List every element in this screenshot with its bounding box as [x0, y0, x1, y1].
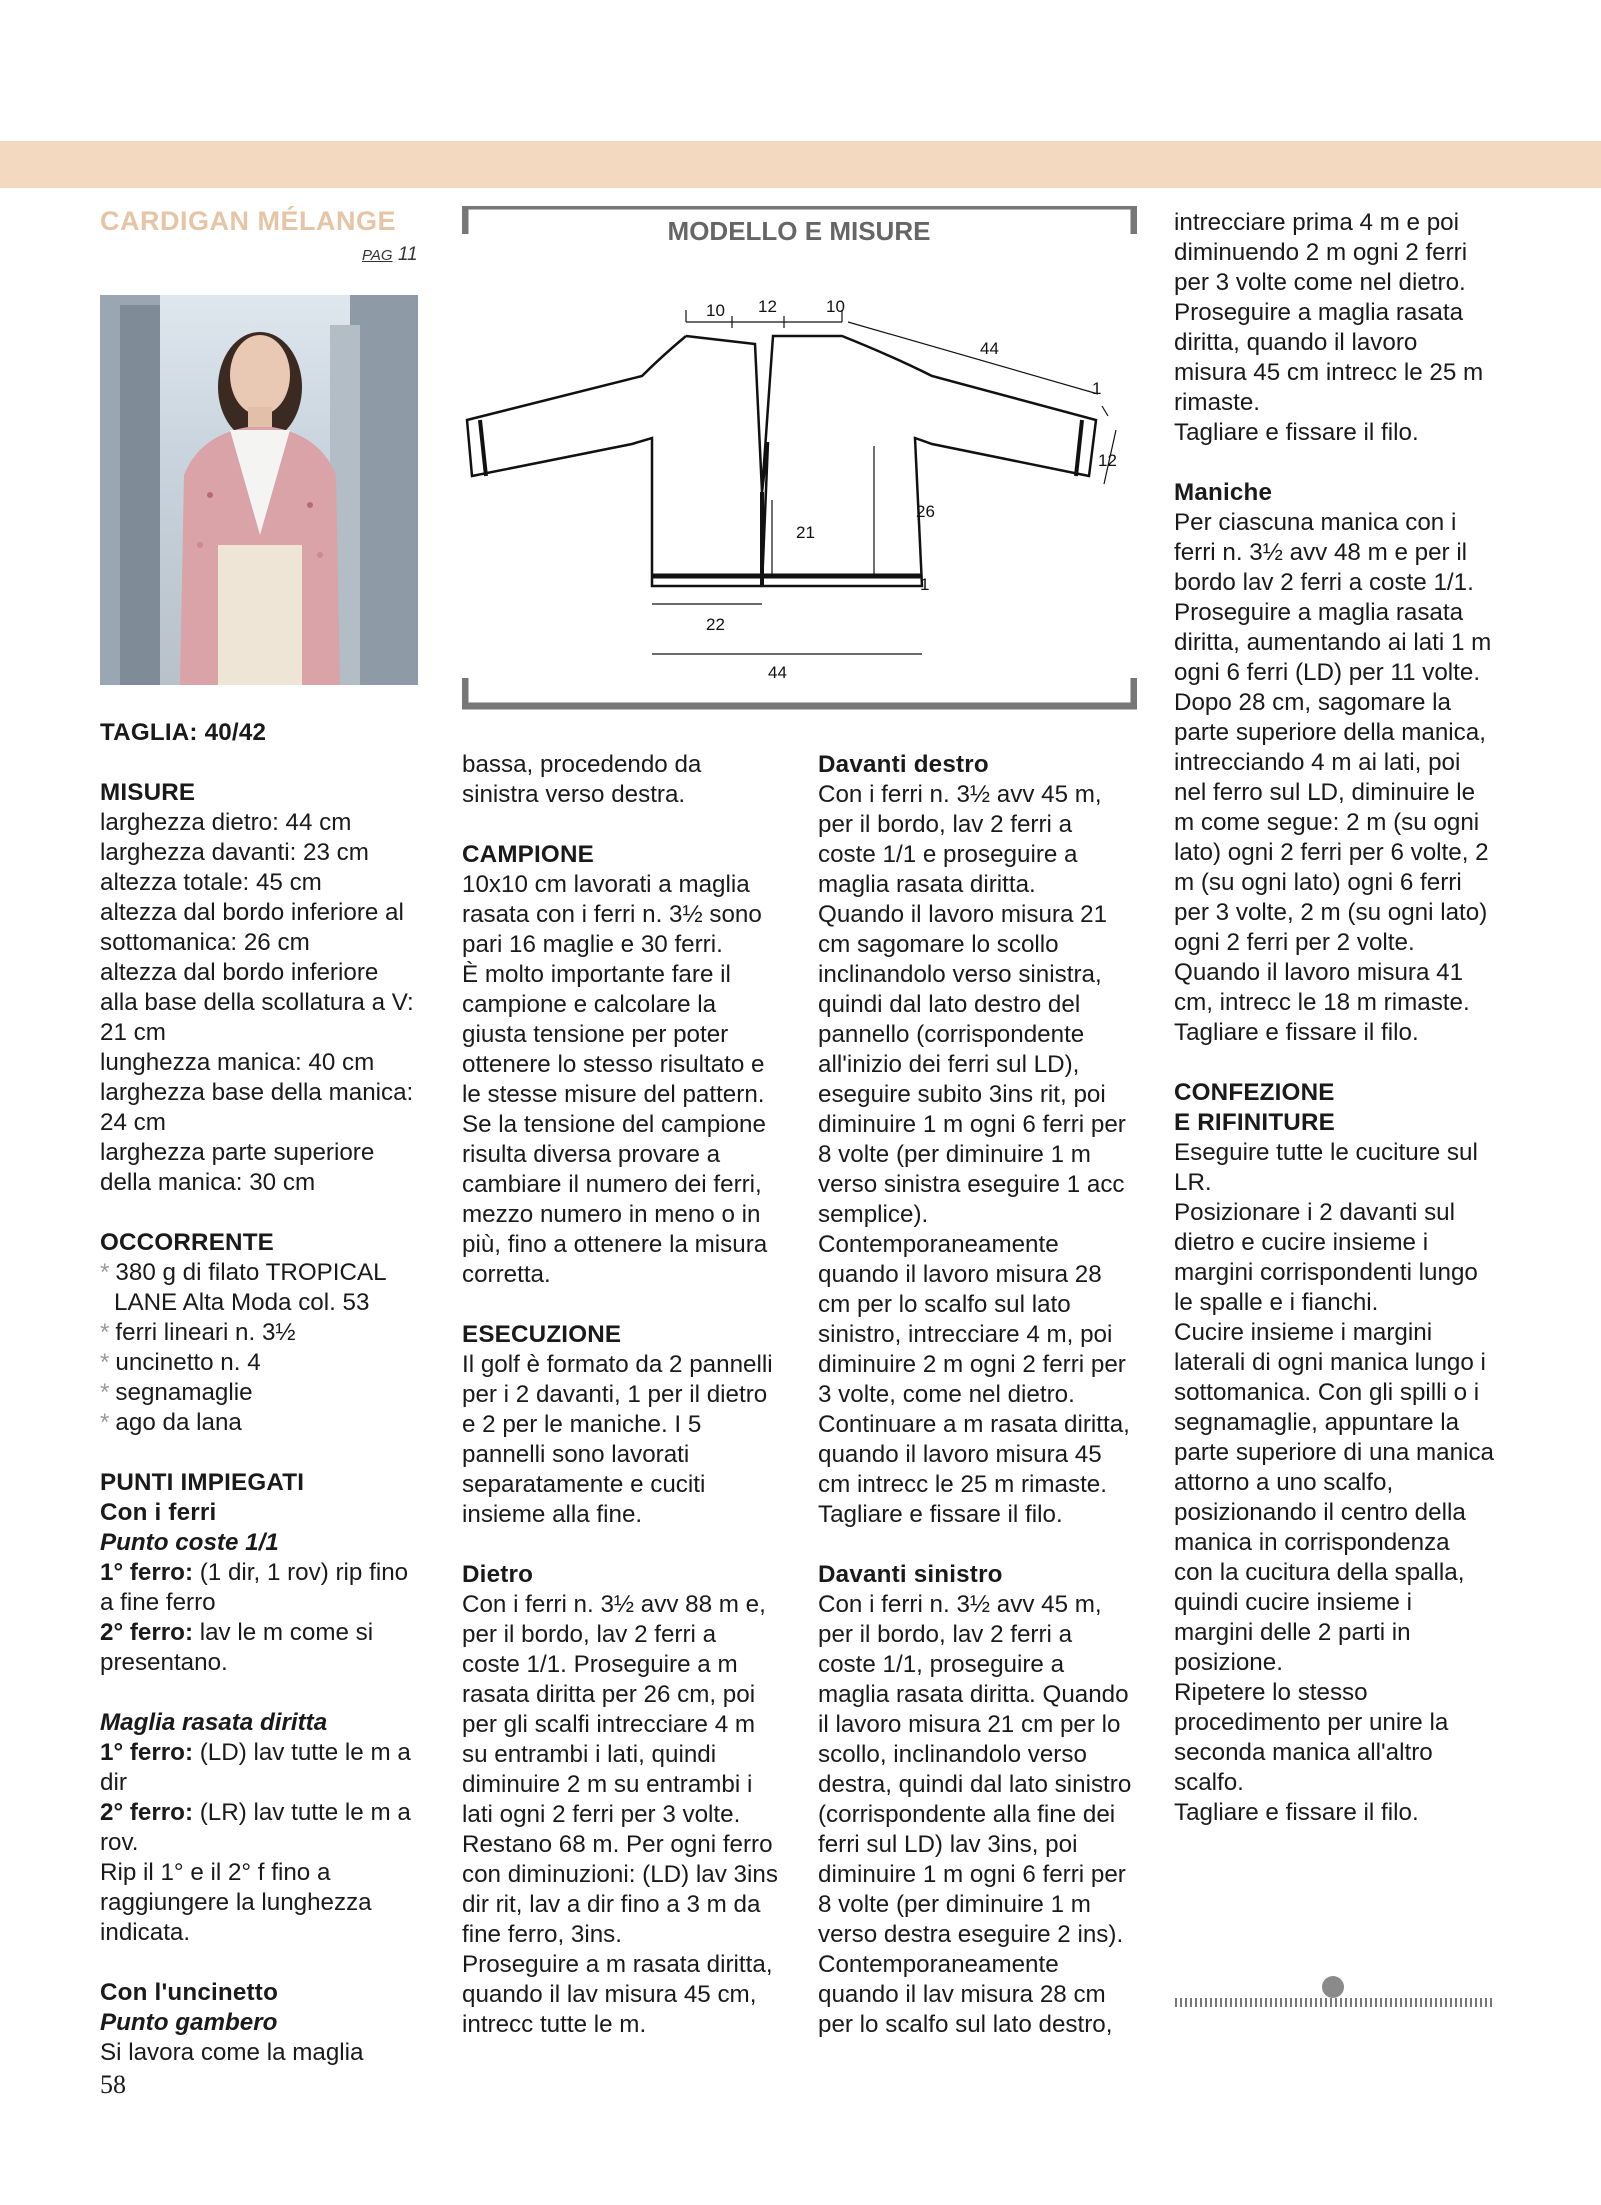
column-1 — [100, 718, 422, 2068]
finishing-heading-2: E RIFINITURE — [1174, 1109, 1335, 1136]
measure-line: larghezza parte superiore — [100, 1139, 375, 1166]
label-back-width: 44 — [768, 663, 787, 682]
label-front-width: 22 — [706, 615, 725, 634]
size-heading: TAGLIA: 40/42 — [100, 719, 267, 746]
label-underarm-height: 26 — [916, 502, 935, 521]
page-reference: PAG 11 — [362, 244, 418, 265]
finishing-text-3: Cucire insieme i margini laterali di ogni manica lungo i sottomanica. Con gli spilli o i segnamaglie, appuntare la parte superiore di una manica attorno a uno scalfo, posizionando il centro della manica in corrispondenza con la cucitura della spalla, quindi cucire insieme i margini delle 2 parti in posizione. — [1174, 1319, 1495, 1676]
column-2 — [462, 750, 780, 2040]
back-heading: Dietro — [462, 1561, 534, 1588]
crochet-subheading: Con l'uncinetto — [100, 1979, 279, 2006]
measure-line: altezza totale: 45 cm — [100, 869, 322, 896]
label-sleeve-length: 44 — [980, 339, 999, 358]
page-number: 58 — [100, 2070, 126, 2099]
right-front-text-4: Tagliare e fissare il filo. — [818, 1501, 1063, 1528]
crab-stitch-heading: Punto gambero — [100, 2009, 278, 2036]
left-front-finish: Tagliare e fissare il filo. — [1174, 419, 1419, 446]
measure-line: alla base della scollatura a V: — [100, 989, 414, 1016]
diagram-title: MODELLO E MISURE — [667, 216, 931, 246]
execution-text: Il golf è formato da 2 pannelli per i 2 davanti, 1 per il dietro e 2 per le maniche. I 5 pannelli sono lavorati separatamente e cuciti insieme alla fine. — [462, 1351, 773, 1528]
diagram-labels — [706, 297, 1117, 682]
label-cuff-width: 12 — [1098, 451, 1117, 470]
materials-item: * ago da lana — [100, 1409, 242, 1436]
gauge-heading: CAMPIONE — [462, 841, 594, 868]
materials-heading: OCCORRENTE — [100, 1229, 275, 1256]
finishing-text-5: Tagliare e fissare il filo. — [1174, 1799, 1419, 1826]
crab-stitch-text: Si lavora come la maglia — [100, 2039, 364, 2066]
rib-stitch-heading: Punto coste 1/1 — [100, 1529, 279, 1556]
dimension-lines — [652, 310, 1116, 654]
pattern-title: CARDIGAN MÉLANGE — [100, 206, 396, 236]
column-4 — [1174, 208, 1494, 1828]
stockinette-repeat: Rip il 1° e il 2° f fino a raggiungere la lunghezza indicata. — [100, 1859, 372, 1946]
gauge-text: 10x10 cm lavorati a maglia rasata con i ferri n. 3½ sono pari 16 maglie e 30 ferri. — [462, 871, 762, 958]
measure-line: lunghezza manica: 40 cm — [100, 1049, 375, 1076]
rib-row-2: 2° ferro: lav le m come si presentano. — [100, 1619, 374, 1676]
model-photo — [100, 295, 418, 685]
needles-subheading: Con i ferri — [100, 1499, 217, 1526]
measure-line: larghezza davanti: 23 cm — [100, 839, 369, 866]
gauge-text-3: Se la tensione del campione risulta diversa provare a cambiare il numero dei ferri, mezzo numero in meno o in più, fino a ottenere la misura corretta. — [462, 1111, 768, 1288]
left-front-text: Con i ferri n. 3½ avv 45 m, per il bordo, lav 2 ferri a coste 1/1, proseguire a maglia rasata diritta. Quando il lavoro misura 21 cm per lo scollo, inclinandolo verso destra, quindi dal lato sinistro (corrispondente alla fine dei ferri sul LD) lav 3ins, poi diminuire 1 m ogni 6 ferri per 8 volte (per diminuire 1 m verso destra eseguire 2 ins). Contemporaneamente quando il lav misura 28 cm per lo scalfo sul lato destro, — [818, 1591, 1132, 2038]
ruler-marker — [1322, 1976, 1344, 1998]
measurement-diagram — [462, 206, 1137, 711]
crab-stitch-continued: bassa, procedendo da sinistra verso destra. — [462, 751, 702, 808]
measure-line: 24 cm — [100, 1109, 166, 1136]
sleeves-heading: Maniche — [1174, 479, 1273, 506]
cardigan-outline — [467, 336, 1096, 586]
finishing-text: Eseguire tutte le cuciture sul LR. — [1174, 1139, 1478, 1196]
measure-line: altezza dal bordo inferiore — [100, 959, 379, 986]
label-neck-right: 10 — [826, 297, 845, 316]
left-front-continued: intrecciare prima 4 m e poi diminuendo 2 m ogni 2 ferri per 3 volte come nel dietro. Proseguire a maglia rasata diritta, quando il lavoro misura 45 cm intrecc le 25 m rimaste. — [1174, 209, 1484, 416]
gauge-text-2: È molto importante fare il campione e calcolare la giusta tensione per poter ottenere lo stesso risultato e le stesse misure del pattern. — [462, 961, 765, 1108]
header-band — [0, 141, 1601, 188]
rib-row-1: 1° ferro: (1 dir, 1 rov) rip fino a fine ferro — [100, 1559, 409, 1616]
back-text: Con i ferri n. 3½ avv 88 m e, per il bordo, lav 2 ferri a coste 1/1. Proseguire a m rasata diritta per 26 cm, poi per gli scalfi intrecciare 4 m su entrambi i lati, quindi diminuire 2 m su entrambi i lati ogni 2 ferri per 3 volte. Restano 68 m. Per ogni ferro con diminuzioni: (LD) lav 3ins dir rit, lav a dir fino a 3 m da fine ferro, 3ins. — [462, 1591, 778, 1948]
sleeves-text: Per ciascuna manica con i ferri n. 3½ avv 48 m e per il bordo lav 2 ferri a coste 1/1. Proseguire a maglia rasata diritta, aumentando ai lati 1 m ogni 6 ferri (LD) per 11 volte. Dopo 28 cm, sagomare la parte superiore della manica, intrecciando 4 m ai lati, poi nel ferro sul LD, diminuire le m come segue: 2 m (su ogni lato) ogni 2 ferri per 6 volte, 2 m (su ogni lato) ogni 6 ferri per 3 volte, 2 m (su ogni lato) ogni 2 ferri per 2 volte. — [1174, 509, 1492, 956]
label-hem-band: 1 — [920, 575, 930, 594]
materials-item: * uncinetto n. 4 — [100, 1349, 261, 1376]
stockinette-heading: Maglia rasata diritta — [100, 1709, 328, 1736]
materials-item: * 380 g di filato TROPICAL LANE Alta Moda col. 53 — [100, 1259, 386, 1316]
measures-heading: MISURE — [100, 779, 196, 806]
column-3 — [818, 750, 1136, 2040]
right-front-heading: Davanti destro — [818, 751, 989, 778]
label-v-neck-height: 21 — [796, 523, 815, 542]
back-text-2: Proseguire a m rasata diritta, quando il lav misura 45 cm, intrecc tutte le m. — [462, 1951, 773, 2038]
label-neck-center: 12 — [758, 297, 777, 316]
materials-item: * segnamaglie — [100, 1379, 253, 1406]
measure-line: larghezza base della manica: — [100, 1079, 414, 1106]
finishing-text-2: Posizionare i 2 davanti sul dietro e cucire insieme i margini corrispondenti lungo le spalle e i fianchi. — [1174, 1199, 1478, 1316]
model-photo-illustration — [100, 295, 418, 685]
finishing-text-4: Ripetere lo stesso procedimento per unire la seconda manica all'altro scalfo. — [1174, 1679, 1449, 1796]
diagram-frame — [465, 206, 1134, 706]
measure-line: della manica: 30 cm — [100, 1169, 316, 1196]
materials-item: * ferri lineari n. 3½ — [100, 1319, 296, 1346]
left-front-heading: Davanti sinistro — [818, 1561, 1003, 1588]
measure-line: larghezza dietro: 44 cm — [100, 809, 352, 836]
measure-line: altezza dal bordo inferiore al — [100, 899, 404, 926]
measure-line: 21 cm — [100, 1019, 166, 1046]
execution-heading: ESECUZIONE — [462, 1321, 622, 1348]
sleeves-text-2: Quando il lavoro misura 41 cm, intrecc le 18 m rimaste. — [1174, 959, 1470, 1016]
measure-line: sottomanica: 26 cm — [100, 929, 310, 956]
right-front-text: Con i ferri n. 3½ avv 45 m, per il bordo, lav 2 ferri a coste 1/1 e proseguire a maglia rasata diritta. — [818, 781, 1102, 898]
right-front-text-2: Quando il lavoro misura 21 cm sagomare lo scollo inclinandolo verso sinistra, quindi dal lato destro del pannello (corrispondente all'inizio dei ferri sul LD), eseguire subito 3ins rit, poi diminuire 1 m ogni 6 ferri per 8 volte (per diminuire 1 m verso sinistra eseguire 1 acc semplice). — [818, 901, 1126, 1228]
finishing-heading: CONFEZIONE — [1174, 1079, 1335, 1106]
sleeves-text-3: Tagliare e fissare il filo. — [1174, 1019, 1419, 1046]
label-neck-left: 10 — [706, 301, 725, 320]
stockinette-row-1: 1° ferro: (LD) lav tutte le m a dir — [100, 1739, 411, 1796]
right-front-text-3: Contemporaneamente quando il lavoro misura 28 cm per lo scalfo sul lato sinistro, intrecciare 4 m, poi diminuire 2 m ogni 2 ferri per 3 volte, come nel dietro. Continuare a m rasata diritta, quando il lavoro misura 45 cm intrecc le 25 m rimaste. — [818, 1231, 1130, 1498]
stockinette-row-2: 2° ferro: (LR) lav tutte le m a rov. — [100, 1799, 411, 1856]
label-cuff-band: 1 — [1092, 379, 1102, 398]
stitches-heading: PUNTI IMPIEGATI — [100, 1469, 305, 1496]
